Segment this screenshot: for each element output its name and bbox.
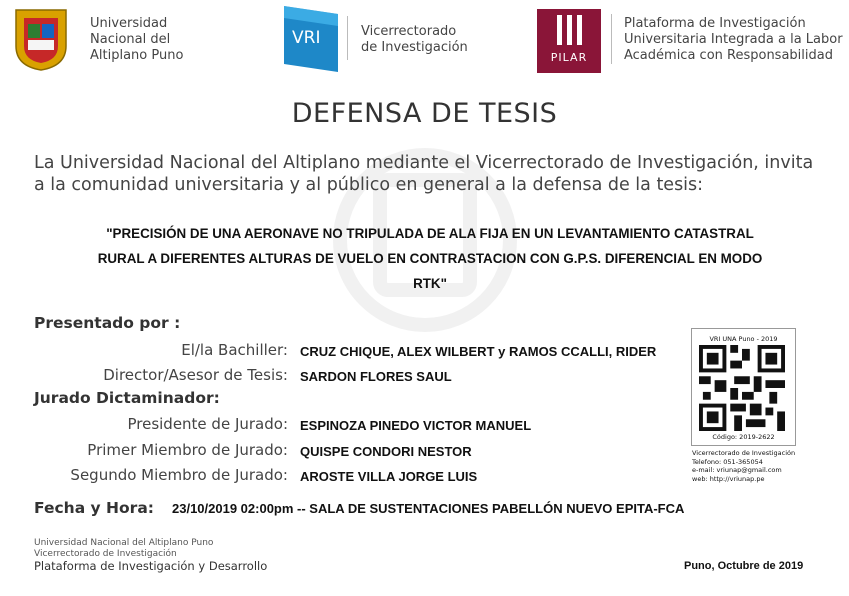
qr-contact xyxy=(692,449,795,483)
footer-line-2: Vicerrectorado de Investigación xyxy=(34,549,177,559)
director-label: Director/Asesor de Tesis: xyxy=(103,366,288,384)
bachiller-label: El/la Bachiller: xyxy=(181,341,288,359)
university-line-1: Universidad xyxy=(90,16,168,31)
schedule-label: Fecha y Hora: xyxy=(34,499,154,517)
bachiller-value: CRUZ CHIQUE, ALEX WILBERT y RAMOS CCALLI, RIDER xyxy=(300,344,657,359)
first-member-label: Primer Miembro de Jurado: xyxy=(87,441,288,459)
university-name xyxy=(90,16,183,64)
university-crest-icon xyxy=(10,6,72,72)
pilar-line-3: Académica con Responsabilidad xyxy=(624,48,833,63)
page-title: DEFENSA DE TESIS xyxy=(291,98,558,129)
president-label: Presidente de Jurado: xyxy=(127,415,288,433)
jury-heading: Jurado Dictaminador: xyxy=(34,389,220,407)
vri-line-2: de Investigación xyxy=(361,40,468,55)
vri-line-1: Vicerrectorado xyxy=(361,24,457,39)
pilar-logo-text: PILAR xyxy=(550,51,588,64)
qr-code-text: Código: 2019-2622 xyxy=(712,433,775,441)
university-line-3: Altiplano Puno xyxy=(90,48,184,63)
university-line-2: Nacional del xyxy=(90,32,171,47)
qr-contact-line-2: Telefono: 051-365054 xyxy=(692,457,763,466)
qr-card xyxy=(691,328,796,446)
footer-place-date: Puno, Octubre de 2019 xyxy=(684,560,804,572)
second-member-label: Segundo Miembro de Jurado: xyxy=(70,466,288,484)
presented-by-heading: Presentado por : xyxy=(34,314,181,332)
first-member-value: QUISPE CONDORI NESTOR xyxy=(300,444,472,459)
pilar-logo xyxy=(537,9,601,73)
vri-name xyxy=(361,24,468,56)
thesis-title xyxy=(60,221,800,296)
invitation-text: La Universidad Nacional del Altiplano mediante el Vicerrectorado de Investigación, invita a la comunidad universitaria y al público en general a la defensa de la tesis: xyxy=(34,153,814,195)
qr-top-text: VRI UNA Puno - 2019 xyxy=(709,335,778,343)
qr-code-icon xyxy=(698,345,786,431)
footer-platform: Plataforma de Investigación y Desarrollo xyxy=(34,559,268,573)
footer-line-1: Universidad Nacional del Altiplano Puno xyxy=(34,538,214,548)
thesis-title-line-3: RTK" xyxy=(413,276,447,291)
qr-contact-line-1: Vicerrectorado de Investigación xyxy=(692,449,796,457)
pilar-name xyxy=(624,16,843,64)
second-member-value: AROSTE VILLA JORGE LUIS xyxy=(300,469,478,484)
vri-logo xyxy=(284,6,338,72)
president-value: ESPINOZA PINEDO VICTOR MANUEL xyxy=(300,418,532,433)
schedule-value: 23/10/2019 02:00pm -- SALA DE SUSTENTACIONES PABELLÓN NUEVO EPITA-FCA xyxy=(172,501,685,516)
director-value: SARDON FLORES SAUL xyxy=(300,369,452,384)
vri-logo-text: VRI xyxy=(292,28,321,48)
thesis-title-line-2: RURAL A DIFERENTES ALTURAS DE VUELO EN CONTRASTACION CON G.P.S. DIFERENCIAL EN MODO xyxy=(97,251,763,266)
qr-contact-line-4: web: http://vriunap.pe xyxy=(692,474,765,483)
thesis-title-line-1: "PRECISIÓN DE UNA AERONAVE NO TRIPULADA DE ALA FIJA EN UN LEVANTAMIENTO CATASTRAL xyxy=(106,226,754,241)
pilar-line-1: Plataforma de Investigación xyxy=(624,16,806,31)
footer-institution xyxy=(34,538,213,560)
pilar-line-2: Universitaria Integrada a la Labor xyxy=(624,32,843,47)
qr-contact-line-3: e-mail: vriunap@gmail.com xyxy=(692,466,782,474)
